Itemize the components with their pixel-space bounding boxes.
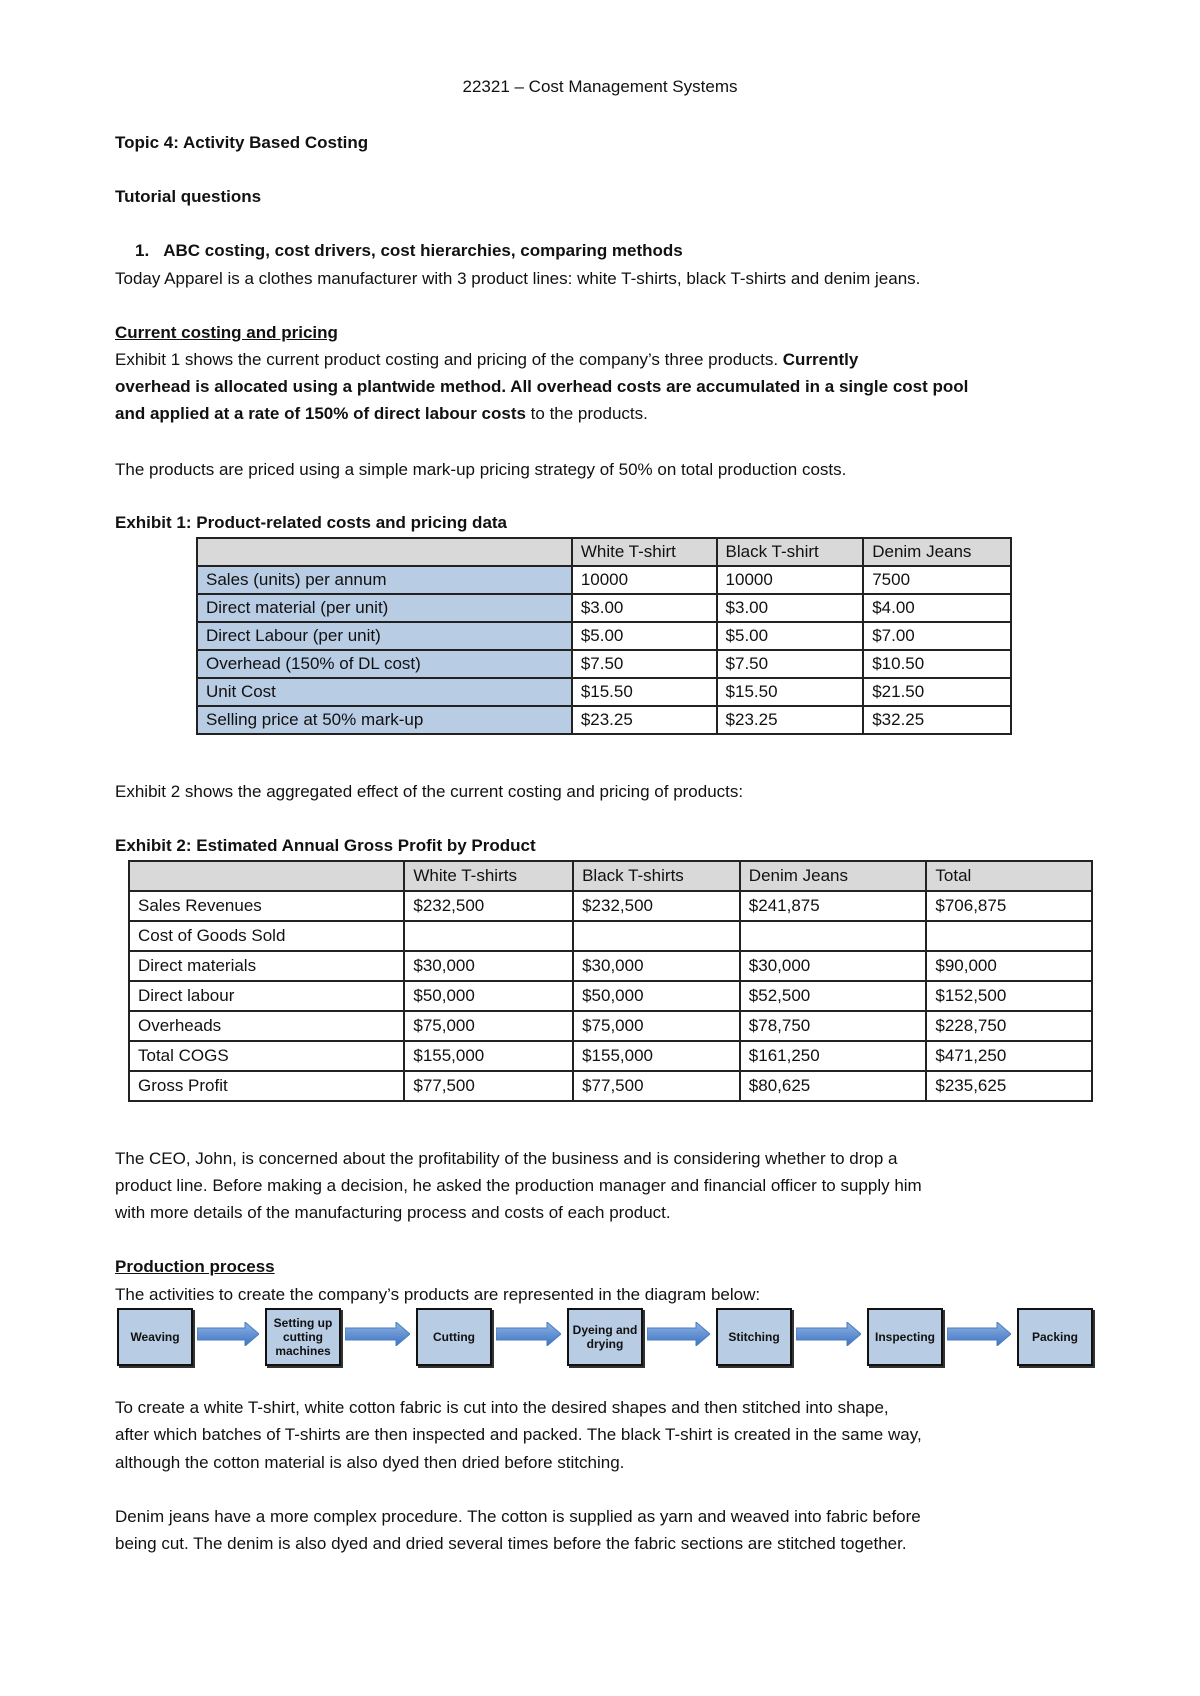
- current-paragraph-line-1: [115, 346, 858, 373]
- table-row: [197, 678, 1011, 706]
- table-cell: $706,875: [926, 891, 1092, 921]
- table-cell: $5.00: [572, 622, 717, 650]
- table-cell: $75,000: [404, 1011, 573, 1041]
- arrow-right-icon: [496, 1322, 561, 1346]
- question-1-heading: [115, 237, 683, 264]
- table-cell: [404, 921, 573, 951]
- table-row: [197, 650, 1011, 678]
- table-cell: [926, 921, 1092, 951]
- table-cell: $3.00: [717, 594, 864, 622]
- row-label: Sales Revenues: [129, 891, 404, 921]
- table-cell: $50,000: [573, 981, 740, 1011]
- row-label: Total COGS: [129, 1041, 404, 1071]
- table-cell: $77,500: [404, 1071, 573, 1101]
- table-cell: $232,500: [404, 891, 573, 921]
- table-cell: $23.25: [717, 706, 864, 734]
- row-label: Direct Labour (per unit): [197, 622, 572, 650]
- table-cell: $52,500: [740, 981, 927, 1011]
- table-cell: $5.00: [717, 622, 864, 650]
- ceo-paragraph-line-2: product line. Before making a decision, he asked the production manager and financial officer to supply him: [115, 1176, 922, 1195]
- table-cell: $232,500: [573, 891, 740, 921]
- table-cell: $75,000: [573, 1011, 740, 1041]
- process-step-box: Packing: [1017, 1308, 1093, 1366]
- table-cell: [740, 921, 927, 951]
- denim-paragraph-line-1: Denim jeans have a more complex procedure. The cotton is supplied as yarn and weaved into fabric before: [115, 1507, 921, 1526]
- table-cell: $241,875: [740, 891, 927, 921]
- exhibit-2-intro: Exhibit 2 shows the aggregated effect of the current costing and pricing of products:: [115, 782, 744, 801]
- table-cell: $30,000: [740, 951, 927, 981]
- current-paragraph-line-2: overhead is allocated using a plantwide method. All overhead costs are accumulated in a single cost pool: [115, 377, 969, 396]
- table-cell: $471,250: [926, 1041, 1092, 1071]
- question-number: 1.: [135, 241, 150, 260]
- column-header: Black T-shirt: [717, 538, 864, 566]
- table-cell: $80,625: [740, 1071, 927, 1101]
- table-cell: $155,000: [404, 1041, 573, 1071]
- table-row: [129, 1041, 1092, 1071]
- current-paragraph-line-3: [115, 400, 648, 427]
- table-cell: $78,750: [740, 1011, 927, 1041]
- process-step-box: Stitching: [716, 1308, 792, 1366]
- table-cell: $228,750: [926, 1011, 1092, 1041]
- row-label: Direct labour: [129, 981, 404, 1011]
- pricing-paragraph: The products are priced using a simple mark-up pricing strategy of 50% on total production costs.: [115, 460, 847, 479]
- white-paragraph-line-3: although the cotton material is also dyed then dried before stitching.: [115, 1453, 625, 1472]
- arrow-right-icon: [647, 1322, 710, 1346]
- text: to the products.: [525, 404, 648, 423]
- row-label: Sales (units) per annum: [197, 566, 572, 594]
- row-label: Direct material (per unit): [197, 594, 572, 622]
- table-row: [129, 891, 1092, 921]
- arrow-right-icon: [947, 1322, 1011, 1346]
- exhibit-1-title: Exhibit 1: Product-related costs and pricing data: [115, 513, 508, 532]
- white-paragraph-line-1: To create a white T-shirt, white cotton fabric is cut into the desired shapes and then stitched into shape,: [115, 1398, 889, 1417]
- column-header: White T-shirts: [404, 861, 573, 891]
- row-label: Overhead (150% of DL cost): [197, 650, 572, 678]
- column-header: Denim Jeans: [863, 538, 1011, 566]
- column-header: White T-shirt: [572, 538, 717, 566]
- process-step-box: Weaving: [117, 1308, 193, 1366]
- question-title: ABC costing, cost drivers, cost hierarchies, comparing methods: [163, 241, 683, 260]
- row-label: Unit Cost: [197, 678, 572, 706]
- table-row: [197, 566, 1011, 594]
- tutorial-heading: Tutorial questions: [115, 187, 262, 206]
- table-cell: $10.50: [863, 650, 1011, 678]
- row-label: Gross Profit: [129, 1071, 404, 1101]
- table-cell: 10000: [572, 566, 717, 594]
- exhibit-2-title: Exhibit 2: Estimated Annual Gross Profit by Product: [115, 836, 536, 855]
- table-cell: $235,625: [926, 1071, 1092, 1101]
- bold-text: Currently: [782, 350, 859, 369]
- table-cell: 10000: [717, 566, 864, 594]
- table-cell: $15.50: [717, 678, 864, 706]
- table-header-row: [129, 861, 1092, 891]
- production-intro: The activities to create the company’s products are represented in the diagram below:: [115, 1285, 761, 1304]
- process-step-box: Cutting: [416, 1308, 492, 1366]
- table-cell: $155,000: [573, 1041, 740, 1071]
- production-heading: Production process: [115, 1257, 275, 1276]
- table-row: [129, 1011, 1092, 1041]
- process-step-box: Dyeing and drying: [567, 1308, 643, 1366]
- table-cell: $21.50: [863, 678, 1011, 706]
- row-label: Overheads: [129, 1011, 404, 1041]
- ceo-paragraph-line-3: with more details of the manufacturing process and costs of each product.: [115, 1203, 671, 1222]
- table-cell: $50,000: [404, 981, 573, 1011]
- table-cell: $7.00: [863, 622, 1011, 650]
- table-cell: $30,000: [404, 951, 573, 981]
- process-step-box: Inspecting: [867, 1308, 943, 1366]
- white-paragraph-line-2: after which batches of T-shirts are then inspected and packed. The black T-shirt is created in the same way,: [115, 1425, 922, 1444]
- table-row: [129, 951, 1092, 981]
- table-cell: $7.50: [717, 650, 864, 678]
- arrow-right-icon: [796, 1322, 861, 1346]
- row-label: Cost of Goods Sold: [129, 921, 404, 951]
- column-header: Total: [926, 861, 1092, 891]
- table-cell: $161,250: [740, 1041, 927, 1071]
- table-cell: $4.00: [863, 594, 1011, 622]
- arrow-right-icon: [197, 1322, 259, 1346]
- table-cell: [573, 921, 740, 951]
- ceo-paragraph-line-1: The CEO, John, is concerned about the profitability of the business and is considering whether to drop a: [115, 1149, 898, 1168]
- table-row: [197, 622, 1011, 650]
- intro-text: Today Apparel is a clothes manufacturer with 3 product lines: white T-shirts, black T-shirts and denim jeans.: [115, 269, 921, 288]
- table-cell: 7500: [863, 566, 1011, 594]
- column-header: [197, 538, 572, 566]
- row-label: Selling price at 50% mark-up: [197, 706, 572, 734]
- column-header: [129, 861, 404, 891]
- table-row: [129, 921, 1092, 951]
- table-row: [129, 1071, 1092, 1101]
- text: Exhibit 1 shows the current product costing and pricing of the company’s three products.: [115, 350, 783, 369]
- table-cell: $152,500: [926, 981, 1092, 1011]
- exhibit-2-table: [128, 860, 1093, 1102]
- topic-heading: Topic 4: Activity Based Costing: [115, 133, 369, 152]
- table-cell: $90,000: [926, 951, 1092, 981]
- exhibit-1-table: [196, 537, 1012, 735]
- table-cell: $15.50: [572, 678, 717, 706]
- bold-text: and applied at a rate of 150% of direct labour costs: [115, 404, 526, 423]
- process-step-box: Setting up cutting machines: [265, 1308, 341, 1366]
- column-header: Denim Jeans: [740, 861, 927, 891]
- arrow-right-icon: [345, 1322, 410, 1346]
- table-cell: $7.50: [572, 650, 717, 678]
- table-row: [129, 981, 1092, 1011]
- table-cell: $23.25: [572, 706, 717, 734]
- table-cell: $3.00: [572, 594, 717, 622]
- denim-paragraph-line-2: being cut. The denim is also dyed and dried several times before the fabric sections are stitched together.: [115, 1534, 907, 1553]
- current-costing-heading: Current costing and pricing: [115, 323, 338, 342]
- table-row: [197, 594, 1011, 622]
- page-header: 22321 – Cost Management Systems: [462, 77, 738, 96]
- column-header: Black T-shirts: [573, 861, 740, 891]
- table-header-row: [197, 538, 1011, 566]
- row-label: Direct materials: [129, 951, 404, 981]
- table-cell: $32.25: [863, 706, 1011, 734]
- table-row: [197, 706, 1011, 734]
- table-cell: $30,000: [573, 951, 740, 981]
- table-cell: $77,500: [573, 1071, 740, 1101]
